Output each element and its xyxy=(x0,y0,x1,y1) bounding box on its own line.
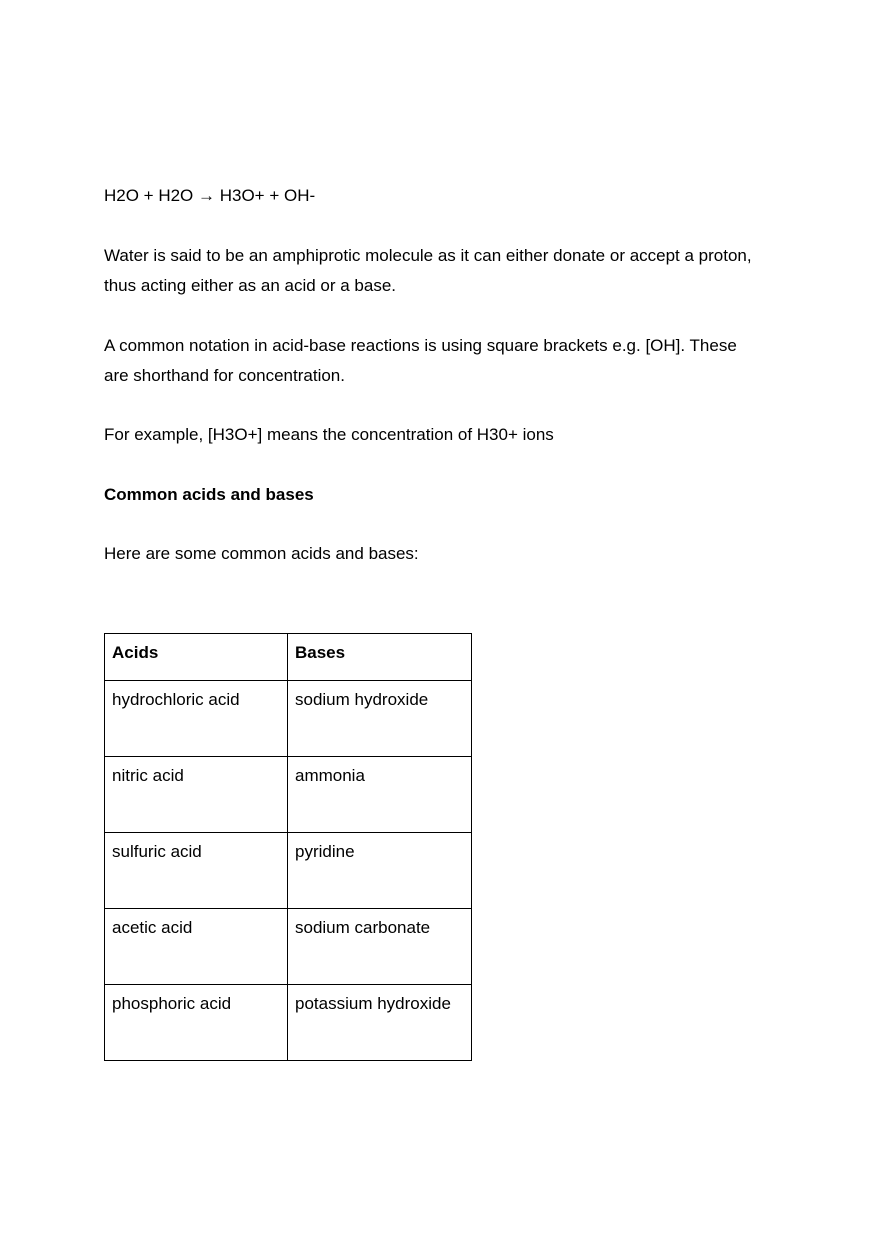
base-cell: pyridine xyxy=(288,833,472,909)
acid-cell: acetic acid xyxy=(105,909,288,985)
acid-cell: nitric acid xyxy=(105,757,288,833)
base-cell: potassium hydroxide xyxy=(288,985,472,1061)
acid-cell: hydrochloric acid xyxy=(105,681,288,757)
header-bases: Bases xyxy=(288,634,472,681)
base-cell: sodium carbonate xyxy=(288,909,472,985)
equation: H2O + H2O → H3O+ + OH- xyxy=(104,186,316,205)
table-row xyxy=(105,757,472,833)
section-heading: Common acids and bases xyxy=(104,485,314,504)
amphiprotic-line-1: Water is said to be an amphiprotic molecule as it can either donate or accept a proton, xyxy=(104,246,752,265)
table-row xyxy=(105,985,472,1061)
table-header-row xyxy=(105,634,472,681)
header-acids: Acids xyxy=(105,634,288,681)
notation-line-2: are shorthand for concentration. xyxy=(104,366,345,385)
table-row xyxy=(105,909,472,985)
example-paragraph: For example, [H3O+] means the concentration of H30+ ions xyxy=(104,425,554,444)
base-cell: ammonia xyxy=(288,757,472,833)
acid-cell: phosphoric acid xyxy=(105,985,288,1061)
base-cell: sodium hydroxide xyxy=(288,681,472,757)
amphiprotic-line-2: thus acting either as an acid or a base. xyxy=(104,276,397,295)
acids-bases-table xyxy=(104,633,472,1061)
notation-line-1: A common notation in acid-base reactions is using square brackets e.g. [OH]. These xyxy=(104,336,737,355)
table-row xyxy=(105,681,472,757)
section-intro: Here are some common acids and bases: xyxy=(104,544,419,563)
table-row xyxy=(105,833,472,909)
acid-cell: sulfuric acid xyxy=(105,833,288,909)
